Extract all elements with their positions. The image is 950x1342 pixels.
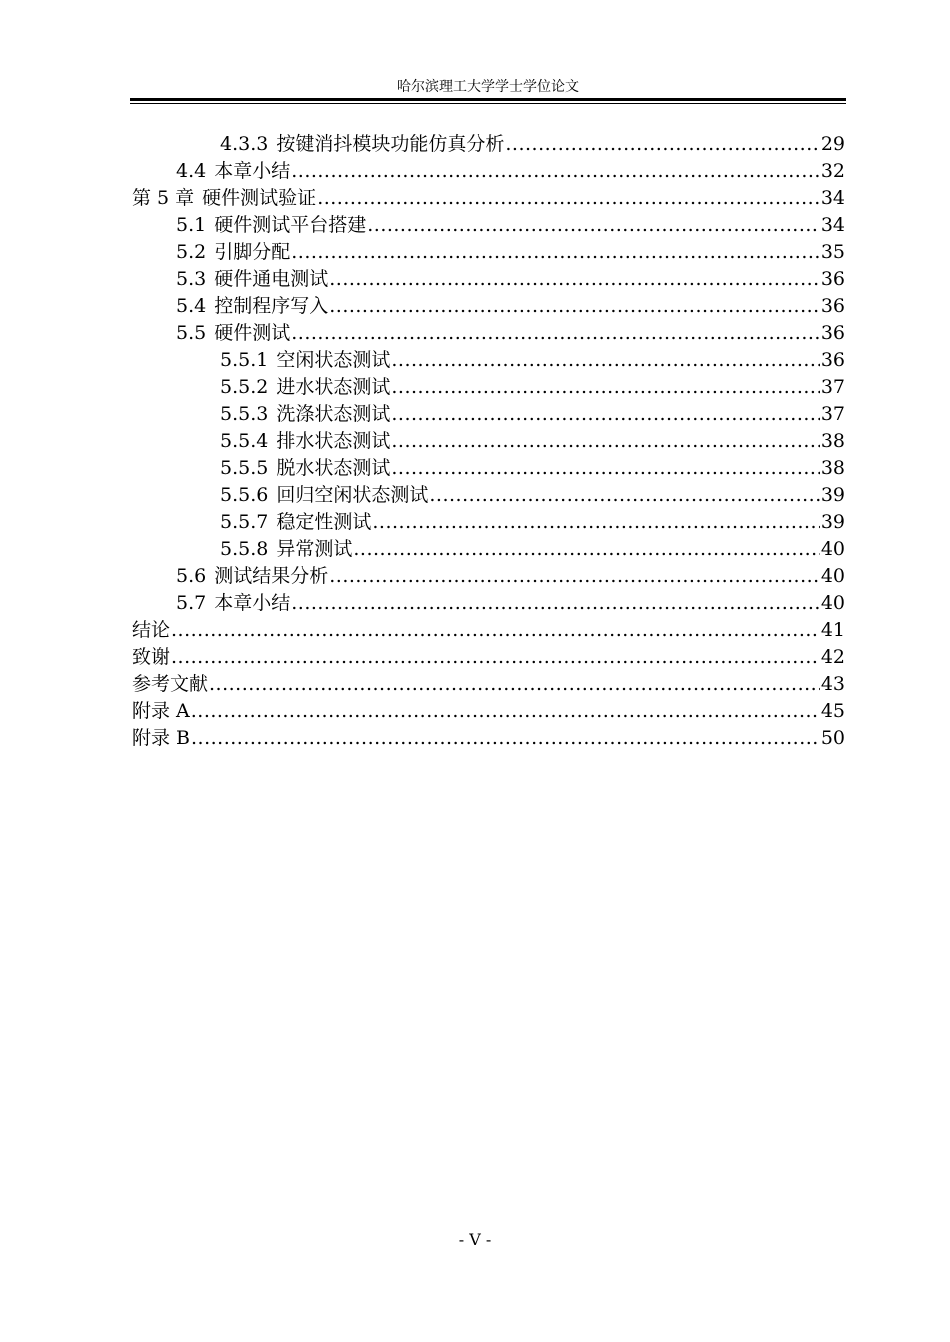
toc-entry-title: 稳定性测试: [276, 511, 372, 533]
toc-entry-number: 5.4: [176, 295, 207, 317]
toc-entry-page: 37: [820, 376, 845, 398]
toc-entry-number: 5.5.7: [220, 511, 269, 533]
toc-entry[interactable]: [132, 482, 845, 509]
toc-entry-number: 4.4: [176, 160, 207, 182]
toc-entry-title: 硬件测试: [214, 322, 291, 344]
toc-dot-leader: [391, 374, 819, 401]
toc-dot-leader: [191, 725, 820, 752]
toc-entry-title: 硬件通电测试: [214, 268, 329, 290]
toc-entry[interactable]: [132, 212, 845, 239]
toc-entry-number: 5.5.4: [220, 430, 269, 452]
toc-entry[interactable]: [132, 698, 845, 725]
toc-entry-title: 洗涤状态测试: [276, 403, 391, 425]
toc-entry-title: 引脚分配: [214, 241, 291, 263]
toc-entry-page: 38: [820, 430, 845, 452]
toc-entry-page: 39: [820, 511, 845, 533]
toc-entry-page: 39: [820, 484, 845, 506]
toc-entry[interactable]: [132, 725, 845, 752]
toc-entry-number: 5.5: [176, 322, 207, 344]
toc-entry[interactable]: [132, 401, 845, 428]
toc-dot-leader: [291, 590, 820, 617]
toc-entry-title: 进水状态测试: [276, 376, 391, 398]
toc-entry-number: 5.5.5: [220, 457, 269, 479]
toc-entry-title: 硬件测试平台搭建: [214, 214, 367, 236]
toc-entry-page: 41: [820, 619, 845, 641]
toc-dot-leader: [353, 536, 819, 563]
toc-dot-leader: [329, 293, 820, 320]
toc-dot-leader: [367, 212, 820, 239]
toc-entry[interactable]: [132, 671, 845, 698]
header-rule-thick: [130, 98, 846, 101]
toc-entry-number: 5.5.3: [220, 403, 269, 425]
toc-entry-title: 致谢: [132, 646, 171, 668]
toc-dot-leader: [291, 320, 820, 347]
toc-entry-page: 38: [820, 457, 845, 479]
toc-entry-title: 硬件测试验证: [202, 187, 317, 209]
toc-entry-page: 34: [820, 187, 845, 209]
toc-entry-number: 4.3.3: [220, 133, 269, 155]
toc-entry[interactable]: [132, 158, 845, 185]
toc-dot-leader: [171, 644, 820, 671]
toc-dot-leader: [329, 266, 820, 293]
toc-entry[interactable]: [132, 347, 845, 374]
toc-entry-page: 32: [820, 160, 845, 182]
toc-entry-number: 5.5.1: [220, 349, 269, 371]
toc-entry-title: 本章小结: [214, 160, 291, 182]
toc-dot-leader: [391, 428, 819, 455]
toc-entry[interactable]: [132, 428, 845, 455]
toc-entry-title: 附录 B: [132, 727, 191, 749]
toc-entry[interactable]: [132, 455, 845, 482]
toc-entry-page: 40: [820, 538, 845, 560]
toc-entry-title: 结论: [132, 619, 171, 641]
toc-dot-leader: [372, 509, 819, 536]
toc-entry[interactable]: [132, 131, 845, 158]
page-number: - V -: [458, 1230, 492, 1249]
toc-entry-title: 附录 A: [132, 700, 190, 722]
toc-entry[interactable]: [132, 239, 845, 266]
toc-entry-number: 5.5.2: [220, 376, 269, 398]
toc-entry-title: 测试结果分析: [214, 565, 329, 587]
toc-entry[interactable]: [132, 617, 845, 644]
toc-entry-number: 5.3: [176, 268, 207, 290]
toc-dot-leader: [209, 671, 820, 698]
toc-entry-number: 5.6: [176, 565, 207, 587]
toc-entry[interactable]: [132, 644, 845, 671]
toc-entry[interactable]: [132, 509, 845, 536]
toc-entry[interactable]: [132, 563, 845, 590]
toc-entry-title: 按键消抖模块功能仿真分析: [276, 133, 505, 155]
toc-entry-page: 36: [820, 295, 845, 317]
toc-entry-title: 参考文献: [132, 673, 209, 695]
toc-dot-leader: [391, 347, 819, 374]
header-rule-thin: [130, 103, 846, 104]
toc-entry-page: 42: [820, 646, 845, 668]
toc-entry-page: 34: [820, 214, 845, 236]
toc-dot-leader: [291, 158, 820, 185]
toc-dot-leader: [505, 131, 819, 158]
toc-entry-title: 控制程序写入: [214, 295, 329, 317]
toc-entry[interactable]: [132, 293, 845, 320]
table-of-contents: [132, 131, 845, 752]
toc-dot-leader: [291, 239, 820, 266]
toc-entry[interactable]: [132, 590, 845, 617]
toc-entry-page: 36: [820, 268, 845, 290]
toc-dot-leader: [391, 401, 819, 428]
toc-entry[interactable]: [132, 185, 845, 212]
toc-entry-number: 5.1: [176, 214, 207, 236]
toc-entry[interactable]: [132, 536, 845, 563]
toc-entry-page: 29: [820, 133, 845, 155]
toc-entry-title: 异常测试: [276, 538, 353, 560]
toc-entry[interactable]: [132, 374, 845, 401]
toc-entry-title: 排水状态测试: [276, 430, 391, 452]
toc-entry-page: 45: [820, 700, 845, 722]
toc-dot-leader: [171, 617, 820, 644]
toc-entry-title: 本章小结: [214, 592, 291, 614]
toc-entry-title: 回归空闲状态测试: [276, 484, 429, 506]
toc-entry-page: 36: [820, 349, 845, 371]
toc-dot-leader: [429, 482, 819, 509]
toc-entry-number: 第 5 章: [132, 187, 195, 209]
toc-dot-leader: [329, 563, 820, 590]
toc-dot-leader: [191, 698, 820, 725]
toc-entry-page: 40: [820, 592, 845, 614]
toc-entry-page: 36: [820, 322, 845, 344]
toc-entry-number: 5.7: [176, 592, 207, 614]
toc-entry[interactable]: [132, 266, 845, 293]
toc-entry-title: 空闲状态测试: [276, 349, 391, 371]
toc-entry-number: 5.5.8: [220, 538, 269, 560]
toc-entry-page: 35: [820, 241, 845, 263]
toc-dot-leader: [391, 455, 819, 482]
toc-entry-page: 43: [820, 673, 845, 695]
toc-entry-number: 5.5.6: [220, 484, 269, 506]
toc-entry[interactable]: [132, 320, 845, 347]
toc-entry-page: 40: [820, 565, 845, 587]
toc-entry-page: 37: [820, 403, 845, 425]
toc-entry-title: 脱水状态测试: [276, 457, 391, 479]
toc-entry-number: 5.2: [176, 241, 207, 263]
running-header: 哈尔滨理工大学学士学位论文: [397, 79, 579, 95]
toc-dot-leader: [317, 185, 820, 212]
toc-entry-page: 50: [820, 727, 845, 749]
